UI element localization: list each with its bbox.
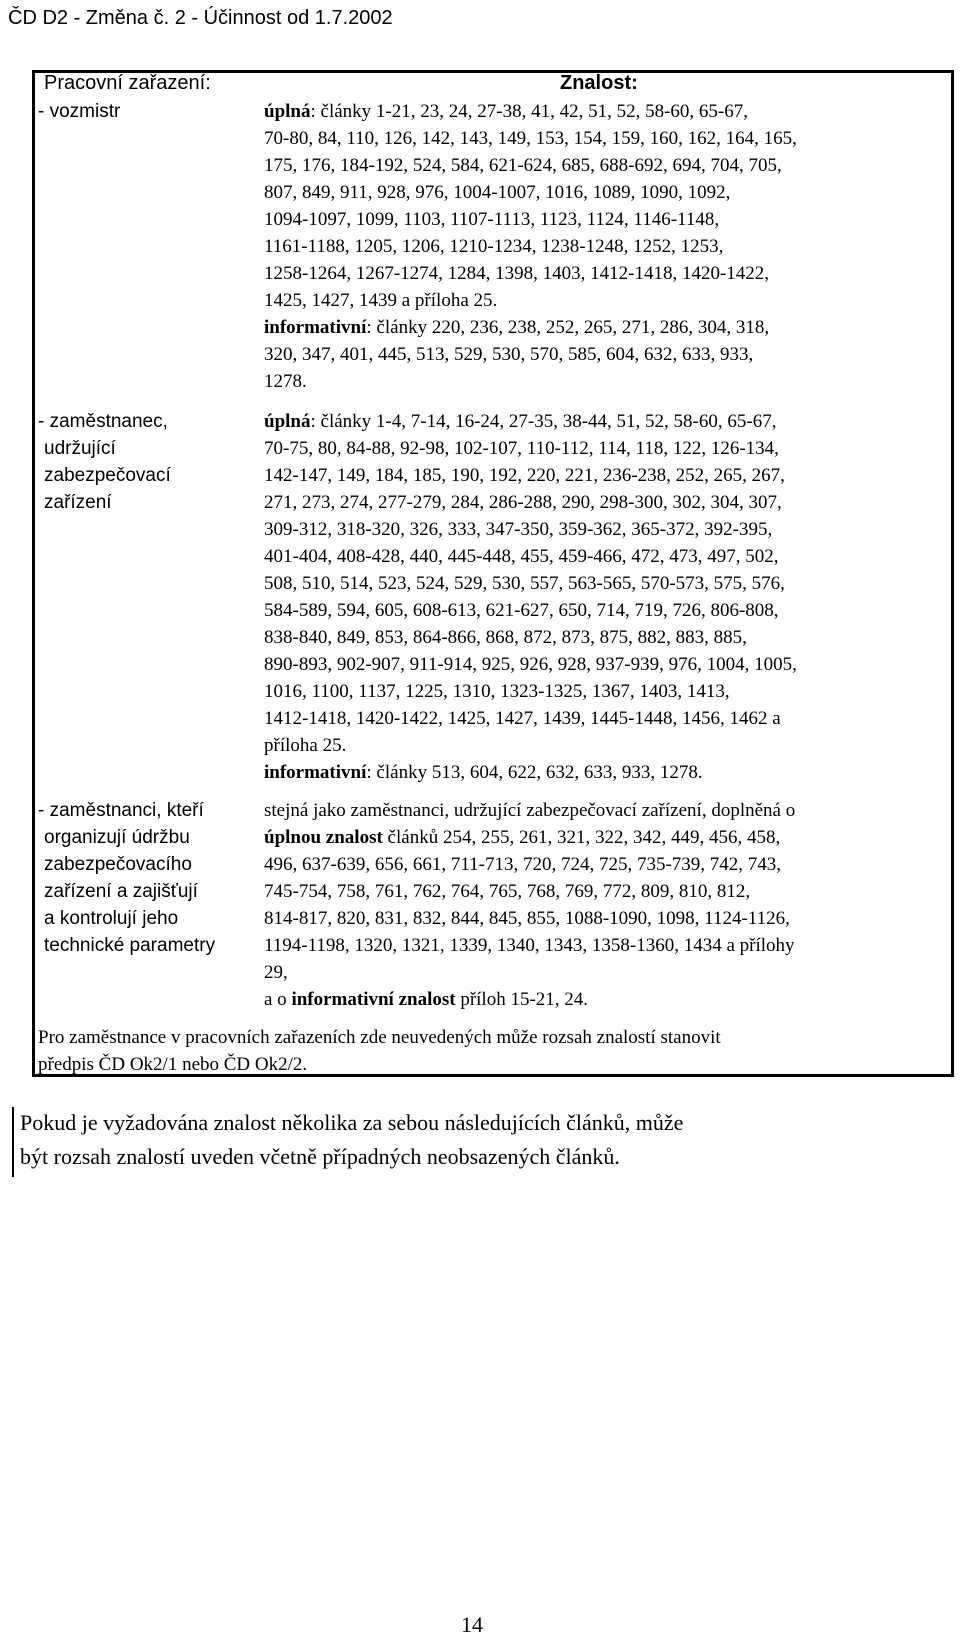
row-3-text-line: stejná jako zaměstnanci, udržující zabezpečovací zařízení, doplněná o	[264, 800, 796, 821]
row-2-knowledge	[264, 408, 954, 786]
row-2-text-line: 838-840, 849, 853, 864-866, 868, 872, 873, 875, 882, 883, 885,	[264, 627, 747, 648]
row-2-text-line: 401-404, 408-428, 440, 445-448, 455, 459-466, 472, 473, 497, 502,	[264, 546, 779, 567]
row-3-full-text: článků 254, 255, 261, 321, 322, 342, 449, 456, 458,	[382, 827, 781, 848]
row-2-text-line: 1016, 1100, 1137, 1225, 1310, 1323-1325, 1367, 1403, 1413,	[264, 681, 730, 702]
column-header-position: Pracovní zařazení:	[44, 72, 211, 94]
row-1-position	[38, 98, 258, 125]
row-2-position	[38, 408, 258, 516]
row-2-text-line: 584-589, 594, 605, 608-613, 621-627, 650, 714, 719, 726, 806-808,	[264, 600, 779, 621]
row-3-text-line: 814-817, 820, 831, 832, 844, 845, 855, 1088-1090, 1098, 1124-1126,	[264, 908, 790, 929]
row-1-text-line: 175, 176, 184-192, 524, 584, 621-624, 685, 688-692, 694, 704, 705,	[264, 155, 782, 176]
row-1-text-line: 1161-1188, 1205, 1206, 1210-1234, 1238-1248, 1252, 1253,	[264, 236, 724, 257]
row-3-info-line	[264, 986, 954, 1013]
row-2-position-line: - zaměstnanec,	[38, 411, 168, 432]
row-2-text-line: příloha 25.	[264, 735, 347, 756]
row-2-full-line	[264, 408, 954, 435]
row-2-text-line: 1412-1418, 1420-1422, 1425, 1427, 1439, 1445-1448, 1456, 1462 a	[264, 708, 781, 729]
row-3-text-line: 1194-1198, 1320, 1321, 1339, 1340, 1343, 1358-1360, 1434 a přílohy	[264, 935, 795, 956]
row-3-text-line: 496, 637-639, 656, 661, 711-713, 720, 724, 725, 735-739, 742, 743,	[264, 854, 782, 875]
row-1-text-line: 320, 347, 401, 445, 513, 529, 530, 570, 585, 604, 632, 633, 933,	[264, 344, 754, 365]
table-footer-note	[38, 1024, 948, 1078]
change-bar	[12, 1107, 14, 1177]
row-3-position-line: - zaměstnanci, kteří	[38, 800, 204, 821]
row-3-text-line: 29,	[264, 962, 288, 983]
row-3-full-label: úplnou znalost	[264, 827, 383, 848]
row-1-text-line: 1094-1097, 1099, 1103, 1107-1113, 1123, 1124, 1146-1148,	[264, 209, 720, 230]
row-2-info-text: : články 513, 604, 622, 632, 633, 933, 1278.	[366, 762, 703, 783]
row-2-position-line: udržující	[44, 438, 116, 459]
row-2-text-line: 890-893, 902-907, 911-914, 925, 926, 928, 937-939, 976, 1004, 1005,	[264, 654, 797, 675]
row-1-text-line: 1258-1264, 1267-1274, 1284, 1398, 1403, 1412-1418, 1420-1422,	[264, 263, 770, 284]
page-number: 14	[461, 1612, 483, 1637]
row-1-text-line: 1278.	[264, 371, 307, 392]
row-1-full-text: : články 1-21, 23, 24, 27-38, 41, 42, 51, 52, 58-60, 65-67,	[310, 101, 748, 122]
row-2-text-line: 142-147, 149, 184, 185, 190, 192, 220, 221, 236-238, 252, 265, 267,	[264, 465, 785, 486]
row-3-knowledge	[264, 797, 954, 1013]
page-header: ČD D2 - Změna č. 2 - Účinnost od 1.7.2002	[8, 7, 393, 29]
row-2-text-line: 508, 510, 514, 523, 524, 529, 530, 557, 563-565, 570-573, 575, 576,	[264, 573, 785, 594]
note-line: Pokud je vyžadována znalost několika za sebou následujících článků, může	[20, 1110, 684, 1135]
table-footer-line: Pro zaměstnance v pracovních zařazeních zde neuvedených může rozsah znalostí stanovit	[38, 1027, 721, 1048]
row-3-text-line: 745-754, 758, 761, 762, 764, 765, 768, 769, 772, 809, 810, 812,	[264, 881, 751, 902]
row-1-text-line: 70-80, 84, 110, 126, 142, 143, 149, 153, 154, 159, 160, 162, 164, 165,	[264, 128, 797, 149]
note-paragraph	[20, 1106, 950, 1174]
row-2-position-line: zařízení	[44, 492, 112, 513]
row-1-full-line	[264, 98, 954, 125]
row-3-position	[38, 797, 258, 959]
row-3-info-pre: a o	[264, 989, 292, 1010]
row-3-position-line: a kontrolují jeho	[44, 908, 179, 929]
row-1-text-line: 807, 849, 911, 928, 976, 1004-1007, 1016, 1089, 1090, 1092,	[264, 182, 731, 203]
row-1-info-text: : články 220, 236, 238, 252, 265, 271, 286, 304, 318,	[366, 317, 770, 338]
row-3-info-label: informativní znalost	[291, 989, 456, 1010]
note-line: být rozsah znalostí uveden včetně případných neobsazených článků.	[20, 1144, 620, 1169]
row-3-position-line: technické parametry	[44, 935, 216, 956]
row-1-info-label: informativní	[264, 317, 367, 338]
row-1-knowledge	[264, 98, 954, 395]
row-3-position-line: zabezpečovacího	[44, 854, 192, 875]
row-1-info-line	[264, 314, 954, 341]
table-footer-line: předpis ČD Ok2/1 nebo ČD Ok2/2.	[38, 1054, 308, 1075]
row-3-full-line	[264, 824, 954, 851]
row-3-info-post: příloh 15-21, 24.	[455, 989, 589, 1010]
row-2-info-label: informativní	[264, 762, 367, 783]
row-3-position-line: organizují údržbu	[44, 827, 190, 848]
row-2-position-line: zabezpečovací	[44, 465, 171, 486]
row-3-position-line: zařízení a zajišťují	[44, 881, 198, 902]
column-header-knowledge: Znalost:	[560, 72, 638, 94]
row-2-full-label: úplná	[264, 411, 311, 432]
row-2-full-text: : články 1-4, 7-14, 16-24, 27-35, 38-44, 51, 52, 58-60, 65-67,	[310, 411, 777, 432]
row-2-text-line: 271, 273, 274, 277-279, 284, 286-288, 290, 298-300, 302, 304, 307,	[264, 492, 782, 513]
row-2-text-line: 309-312, 318-320, 326, 333, 347-350, 359-362, 365-372, 392-395,	[264, 519, 773, 540]
row-2-text-line: 70-75, 80, 84-88, 92-98, 102-107, 110-112, 114, 118, 122, 126-134,	[264, 438, 779, 459]
row-1-position-line: - vozmistr	[38, 101, 121, 122]
row-1-full-label: úplná	[264, 101, 311, 122]
row-2-info-line	[264, 759, 954, 786]
row-1-text-line: 1425, 1427, 1439 a příloha 25.	[264, 290, 498, 311]
